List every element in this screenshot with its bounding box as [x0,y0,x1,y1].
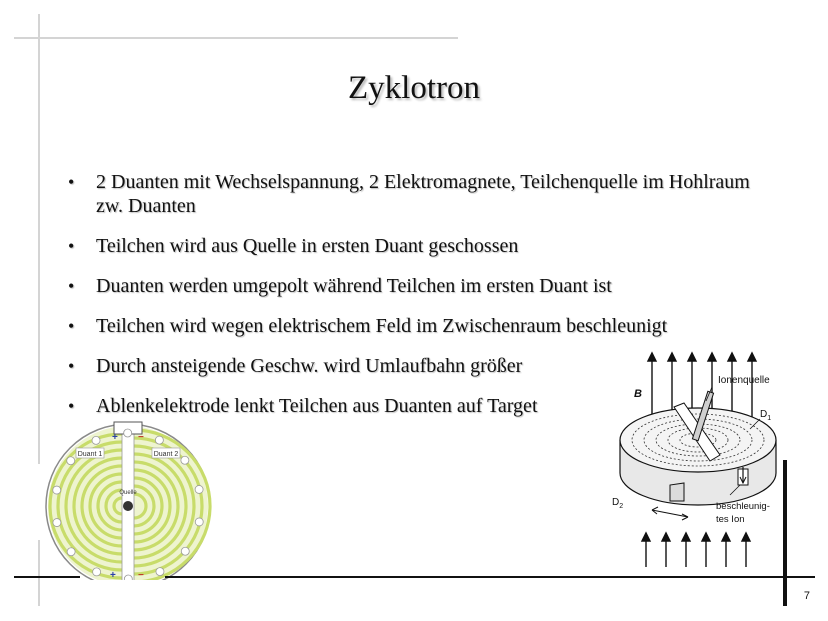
label-b-field: B [634,388,642,400]
bottom-rule-main [165,576,815,578]
bolt-icon [155,436,163,444]
plus-sign-bottom: + [110,570,116,580]
bullet-dot: • [68,276,75,296]
bullet-text: 2 Duanten mit Wechselspannung, 2 Elektromagnete, Teilchenquelle im Hohlraum zw. Duanten [96,171,750,217]
bullet-text: Durch ansteigende Geschw. wird Umlaufbahn größer [96,355,523,377]
bullet-text: Teilchen wird wegen elektrischem Feld im Zwischenraum beschleunigt [96,315,668,337]
decor-line-top [14,37,458,39]
bolt-icon [156,568,164,576]
bolt-icon [195,518,203,526]
label-duant-2: Duant 2 [153,451,179,458]
bolt-icon [124,575,132,580]
bullet-dot: • [68,396,75,416]
bolt-icon [67,457,75,465]
label-d1: $D_1$ [760,409,772,422]
b-field-arrow-icon [742,533,750,567]
cyclotron-top-view-diagram [40,420,220,580]
minus-sign-top: − [138,432,144,443]
page-number: 7 [803,590,810,602]
bolt-icon [181,456,189,464]
minus-sign-bottom: − [138,570,144,580]
label-d2: $D_2$ [612,497,624,510]
b-field-arrow-icon [702,533,710,567]
bolt-icon [67,548,75,556]
b-field-arrow-icon [682,533,690,567]
bullet-dot: • [68,316,75,336]
bullet-dot: • [68,172,75,192]
bullet-item [68,314,768,338]
bullet-text: Teilchen wird aus Quelle in ersten Duant geschossen [96,235,519,257]
bolt-icon [53,486,61,494]
bolt-icon [92,436,100,444]
b-field-arrow-icon [642,533,650,567]
right-vertical-rule [783,460,787,606]
slide-title: Zyklotron [348,70,480,106]
cyclotron-perspective-diagram [600,345,800,575]
label-beschleunigtes-ion-1: beschleunig- [716,501,770,512]
bullet-item [68,234,768,258]
bullet-text: Ablenkelektrode lenkt Teilchen aus Duanten auf Target [96,395,538,417]
b-field-arrow-icon [722,533,730,567]
bullet-text: Duanten werden umgepolt während Teilchen im ersten Duant ist [96,275,612,297]
bolt-icon [124,429,132,437]
bolt-icon [53,519,61,527]
bullet-item [68,274,768,298]
bottom-rule-left [14,576,80,578]
b-field-arrow-icon [662,533,670,567]
bolt-icon [181,547,189,555]
bolt-icon [195,485,203,493]
bullet-dot: • [68,356,75,376]
label-ionenquelle: Ionenquelle [718,375,770,386]
bolt-icon [93,568,101,576]
label-quelle: Quelle [119,490,137,496]
label-duant-1: Duant 1 [77,451,103,458]
plus-sign-top: + [112,432,118,443]
label-beschleunigtes-ion-2: tes Ion [716,514,745,525]
bullet-item [68,170,768,218]
bullet-dot: • [68,236,75,256]
